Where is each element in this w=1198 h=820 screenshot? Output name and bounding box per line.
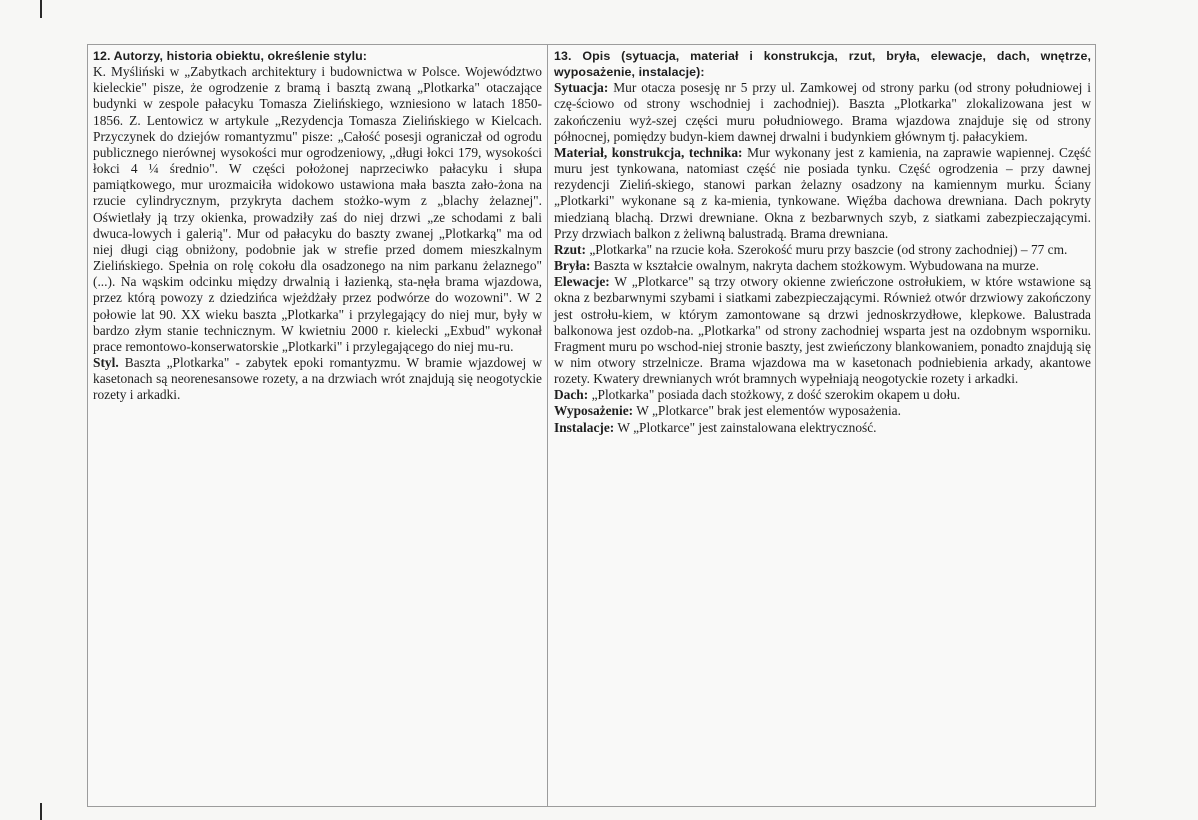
column-divider	[547, 45, 548, 806]
style-paragraph	[93, 355, 542, 403]
plan-text: „Plotkarka" na rzucie koła. Szerokość muru przy baszcie (od strony zachodniej) – 77 cm.	[585, 241, 1068, 257]
situation-label: Sytuacja:	[554, 80, 609, 96]
roof-text: „Plotkarka" posiada dach stożkowy, z dość szerokim okapem u dołu.	[588, 387, 961, 403]
material-text: Mur wykonany jest z kamienia, na zaprawie wapiennej. Część muru jest tynkowana, natomiast część nie posiada tynku. Część ogrodzenia – przy dawnej rezydencji Zieliń-skiego, stanowi parkan żelazny osadzony na kamiennym murku. Ściany „Plotkarki" wykonane są z ka-mienia, tynkowane. Więźba dachowa drewniana. Dach pokryty miedzianą blachą. Drzwi drewniane. Okna z bezbarwnych szyb, z siatkami zabezpieczającymi. Przy drzwiach balkon z żeliwną balustradą. Brama drewniana.	[554, 144, 1092, 241]
style-text: Baszta „Plotkarka" - zabytek epoki romantyzmu. W bramie wjazdowej w kasetonach są neorenesansowe rozety, a na drzwiach wrót znajdują się neogotyckie rozety i arkadki.	[93, 354, 542, 403]
section-12-history	[93, 48, 542, 403]
style-label: Styl.	[93, 354, 119, 370]
elevations-label: Elewacje:	[554, 274, 610, 290]
roof-paragraph	[554, 387, 1091, 403]
elevations-text: W „Plotkarce" są trzy otwory okienne zwieńczone ostrołukiem, w które wstawione są okna z bezbarwnymi szybami i siatkami zabezpieczającymi. Również otwór drzwiowy zakończony jest ostrołu-kiem, w którym zamontowane są drzwi jednoskrzydłowe, klepkowe. Balustrada balkonowa jest ozdob-na. „Plotkarka" od strony zachodniej wsparta jest na ozdobnym wsporniku. Fragment muru po wschod-niej stronie baszty, jest zwieńczony blankowaniem, ponadto znajdują się w nim otwory strzelnicze. Brama wjazdowa ma w kasetonach podniebienia arkady, akantowe rozety. Kwatery drewnianych wrót bramnych wypełniają neogotyckie rozety i arkadki.	[554, 274, 1091, 387]
form-table	[87, 44, 1096, 807]
scan-edge-line-top	[40, 0, 42, 18]
material-paragraph	[554, 145, 1091, 242]
situation-text: Mur otacza posesję nr 5 przy ul. Zamkowej od strony parku (od strony południowej i czę-ściowo od strony wschodniej i zachodniej). Baszta „Plotkarka" zlokalizowana jest w zakończeniu wyż-szej części muru południowego. Brama wjazdowa znajduje się od strony północnej, pomiędzy budyn-kiem dawnej drwalni i budynkiem głównym tj. pałacykiem.	[554, 80, 1091, 144]
history-text: K. Myśliński w „Zabytkach architektury i budownictwa w Polsce. Województwo kieleckie" pisze, że ogrodzenie z bramą i basztą zwaną „Plotkarka" otaczające budynki w zespole pałacyku Tomasza Zielińskiego, wzniesiono w latach 1850-1856. Z. Lentowicz w artykule „Rezydencja Tomasza Zielińskiego w Kielcach. Przyczynek do dziejów romantyzmu" pisze: „Całość posesji ograniczał od ogrodu publicznego nierównej wysokości mur ogrodzeniowy, „długi łokci 179, wysokości łokci 4 ¼ średnio". W części położonej naprzeciwko pałacyku i słupa pamiątkowego, mur urozmaiciła widokowo ustawiona mała baszta zało-żona na rzucie cylindrycznym, przykryta dachem stożko-wym z „blachy żelaznej". Oświetlały ją trzy okienka, prowadziły zaś do niej drzwi „ze schodami z bali dwuca-lowych i galerią". Mur od pałacyku do baszty zwanej „Plotkarką" ma od niej długi ciąg obniżony, podobnie jak w strefie przed domem mieszkalnym Zielińskiego. Spełnia on rolę cokołu dla osadzonego na nim parkanu żelaznego" (...). Na wąskim odcinku między drwalnią i łazienką, sta-nęła brama wjazdowa, przez którą powozy z dziedzińca wjeżdżały przez podwórze do wozowni". W 2 połowie lat 90. XX wieku baszta „Plotkarka" i przylegający do niej mur, były w bardzo złym stanie technicznym. W kwietniu 2000 r. kielecki „Exbud" wykonał prace remontowo-konserwatorskie „Plotkarki" i przylegającego do niej mu-ru.	[93, 64, 542, 354]
massing-paragraph	[554, 258, 1091, 274]
plan-label: Rzut:	[554, 241, 586, 257]
scan-edge-line-bottom	[40, 803, 42, 820]
section-13-heading: 13. Opis (sytuacja, materiał i konstrukcja, rzut, bryła, elewacje, dach, wnętrze, wyposażenie, instalacje):	[554, 49, 1091, 80]
installations-text: W „Plotkarce" jest zainstalowana elektryczność.	[614, 419, 877, 435]
equipment-label: Wyposażenie:	[554, 403, 634, 419]
situation-paragraph	[554, 80, 1091, 145]
equipment-text: W „Plotkarce" brak jest elementów wyposażenia.	[633, 403, 901, 419]
plan-paragraph	[554, 242, 1091, 258]
elevations-paragraph	[554, 274, 1091, 387]
massing-label: Bryła:	[554, 258, 591, 274]
roof-label: Dach:	[554, 387, 589, 403]
equipment-paragraph	[554, 403, 1091, 419]
material-label: Materiał, konstrukcja, technika:	[554, 144, 743, 160]
installations-paragraph	[554, 420, 1091, 436]
section-12-heading: 12. Autorzy, historia obiektu, określenie stylu:	[93, 49, 368, 63]
installations-label: Instalacje:	[554, 419, 615, 435]
massing-text: Baszta w kształcie owalnym, nakryta dachem stożkowym. Wybudowana na murze.	[590, 258, 1039, 274]
section-13-description	[554, 48, 1091, 436]
